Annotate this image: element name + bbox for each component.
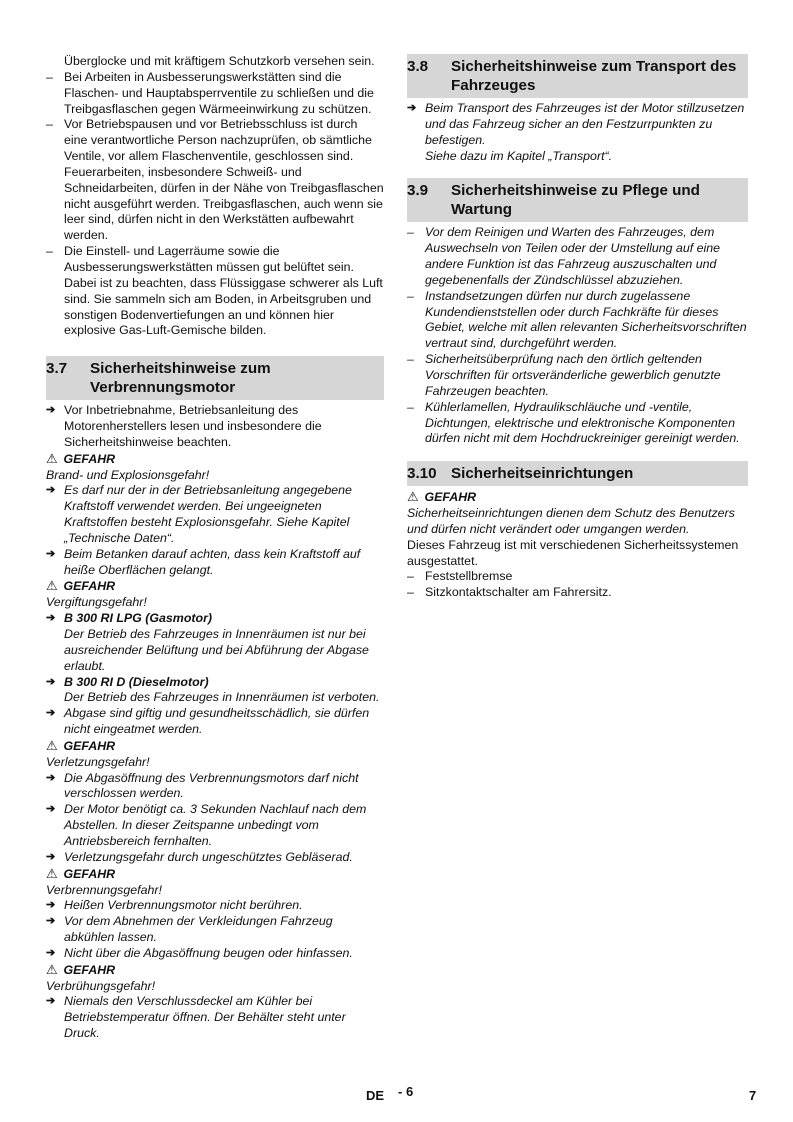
section-number: 3.9 [407,182,429,200]
hazard-subtitle: Verbrühungsgefahr! [46,978,156,993]
hazard-subtitle: Verbrennungsgefahr! [46,882,162,897]
lpg-model-text: Der Betrieb des Fahrzeuges in Innenräumen ist nur bei ausreichender Belüftung und bei Abführung der Abgase erlaubt. [64,627,369,673]
section-number: 3.8 [407,58,429,75]
hazard-item: ➔ Heißen Verbrennungsmotor nicht berühren. [46,898,384,914]
hazard-item: ➔ Der Motor benötigt ca. 3 Sekunden Nachlauf nach dem Abstellen. In dieser Zeitspanne unbedingt vom Antriebsbereich fernhalten. [46,802,384,850]
hazard-item: ➔ Abgase sind giftig und gesundheitsschädlich, sie dürfen nicht eingeatmet werden. [46,706,384,738]
danger-label: ⚠ GEFAHR [46,961,116,977]
intro-continued-text: Überglocke und mit kräftigem Schutzkorb versehen sein. [64,54,375,68]
danger-label: ⚠ GEFAHR [46,865,116,881]
maintenance-item: – Kühlerlamellen, Hydraulikschläuche und -ventile, Dichtungen, elektrische und elektronische Komponenten dürfen nicht mit dem Hochdruckreiniger gereinigt werden. [407,400,748,448]
maintenance-item: – Instandsetzungen dürfen nur durch zugelassene Kundendienststellen oder durch Fachkräfte für dieses Gebiet, welche mit allen relevanten Sicherheitsvorschriften vertraut sind, durchgeführt werden. [407,289,748,352]
safety-systems-text: Dieses Fahrzeug ist mit verschiedenen Sicherheitssystemen ausgestattet. [407,537,739,568]
section-number: 3.10 [407,465,437,483]
maintenance-item: – Vor dem Reinigen und Warten des Fahrzeuges, dem Auswechseln von Teilen oder der Umstellung auf eine andere Funktion ist das Fahrzeug auszuschalten und gegebenenfalls der Zündschlüssel abzuziehen. [407,225,748,288]
warning-triangle-icon: ⚠ [46,961,58,977]
section-title: Sicherheitshinweise zu Pflege und Wartung [451,182,700,219]
hazard-subtitle: Vergiftungsgefahr! [46,595,147,610]
section-3-9-heading [407,178,748,222]
transport-see-reference: Siehe dazu im Kapitel „Transport“. [425,148,613,163]
intro-bullet: – Vor Betriebspausen und vor Betriebsschluss ist durch eine verantwortliche Person nachzuprüfen, ob sämtliche Ventile, vor allem Flaschenventile, geschlossen sind. Feuerarbeiten, insbesondere Schweiß- und Schneidarbeiten, dürfen in der Nähe von Treibgasflaschen nicht ausgeführt werden. Treibgasflaschen, auch wenn sie leer sind, dürfen nicht in den Werkstätten aufbewahrt werden. [46,117,384,244]
warning-triangle-icon: ⚠ [46,578,58,594]
danger-text: Sicherheitseinrichtungen dienen dem Schutz des Benutzers und dürfen nicht verändert oder umgangen werden. [407,506,735,536]
hazard-item: ➔ Niemals den Verschlussdeckel am Kühler bei Betriebstemperatur öffnen. Der Behälter steht unter Druck. [46,994,384,1042]
safety-system-item: – Feststellbremse [407,569,748,585]
transport-item: ➔ Beim Transport des Fahrzeuges ist der Motor stillzusetzen und das Fahrzeug sicher an den Festzurrpunkten zu befestigen. [407,101,748,149]
hazard-item: ➔ Die Abgasöffnung des Verbrennungsmotors darf nicht verschlossen werden. [46,771,384,803]
right-column [407,54,748,601]
hazard-subtitle: Verletzungsgefahr! [46,754,150,769]
danger-label: ⚠ GEFAHR [407,489,477,505]
diesel-model-text: Der Betrieb des Fahrzeuges in Innenräumen ist verboten. [64,690,380,705]
hazard-item: ➔ Nicht über die Abgasöffnung beugen oder hinfassen. [46,946,384,962]
maintenance-item: – Sicherheitsüberprüfung nach den örtlich geltenden Vorschriften für ortsveränderliche gewerblich genutzte Fahrzeugen beachten. [407,352,748,400]
section-3-7-heading [46,356,384,400]
intro-bullet: – Die Einstell- und Lagerräume sowie die Ausbesserungswerkstätten müssen gut belüftet sein. Dabei ist zu beachten, dass Flüssiggase schwerer als Luft sind. Sie sammeln sich am Boden, in Arbeitsgruben und sonstigen Bodenvertiefungen an und können hier explosive Gas-Luft-Gemische bilden. [46,244,384,339]
danger-label: ⚠ GEFAHR [46,737,116,753]
warning-triangle-icon: ⚠ [46,737,58,753]
hazard-item: ➔ Beim Betanken darauf achten, dass kein Kraftstoff auf heiße Oberflächen gelangt. [46,547,384,579]
hazard-subtitle: Brand- und Explosionsgefahr! [46,467,210,482]
hazard-item: ➔ Verletzungsgefahr durch ungeschütztes Gebläserad. [46,850,384,866]
footer-language: DE [366,1088,385,1103]
section-title: Sicherheitseinrichtungen [451,465,634,483]
hazard-item: ➔ Es darf nur der in der Betriebsanleitung angegebene Kraftstoff verwendet werden. Bei ungeeigneten Kraftstoffen besteht Explosionsgefahr. Siehe Kapitel „Technische Daten“. [46,483,384,546]
danger-label: ⚠ GEFAHR [46,450,116,466]
section-3-8-heading [407,54,748,98]
danger-label: ⚠ GEFAHR [46,578,116,594]
warning-triangle-icon: ⚠ [46,865,58,881]
hazard-item: ➔ Vor dem Abnehmen der Verkleidungen Fahrzeug abkühlen lassen. [46,914,384,946]
warning-triangle-icon: ⚠ [407,489,419,505]
footer-page-number: 7 [749,1088,757,1103]
warning-triangle-icon: ⚠ [46,450,58,466]
intro-bullet: – Bei Arbeiten in Ausbesserungswerkstätten sind die Flaschen- und Hauptabsperrventile zu schließen und die Treibgasflaschen gegen Wärmeeinwirkung zu schützen. [46,70,384,118]
section-title: Sicherheitshinweise zum Transport des Fahrzeuges [451,58,737,94]
section-number: 3.7 [46,360,68,378]
footer-page-reference: - 6 [398,1084,414,1099]
section-title: Sicherheitshinweise zum Verbrennungsmotor [90,360,271,397]
diesel-model-title: ➔ B 300 RI D (Dieselmotor) [46,675,384,691]
safety-system-item: – Sitzkontaktschalter am Fahrersitz. [407,585,748,601]
section-3-7-intro: ➔ Vor Inbetriebnahme, Betriebsanleitung des Motorenherstellers lesen und insbesondere die Sicherheitshinweise beachten. [46,403,384,451]
lpg-model-title: ➔ B 300 RI LPG (Gasmotor) [46,611,384,627]
section-3-10-heading [407,461,748,486]
left-column [46,54,384,1042]
